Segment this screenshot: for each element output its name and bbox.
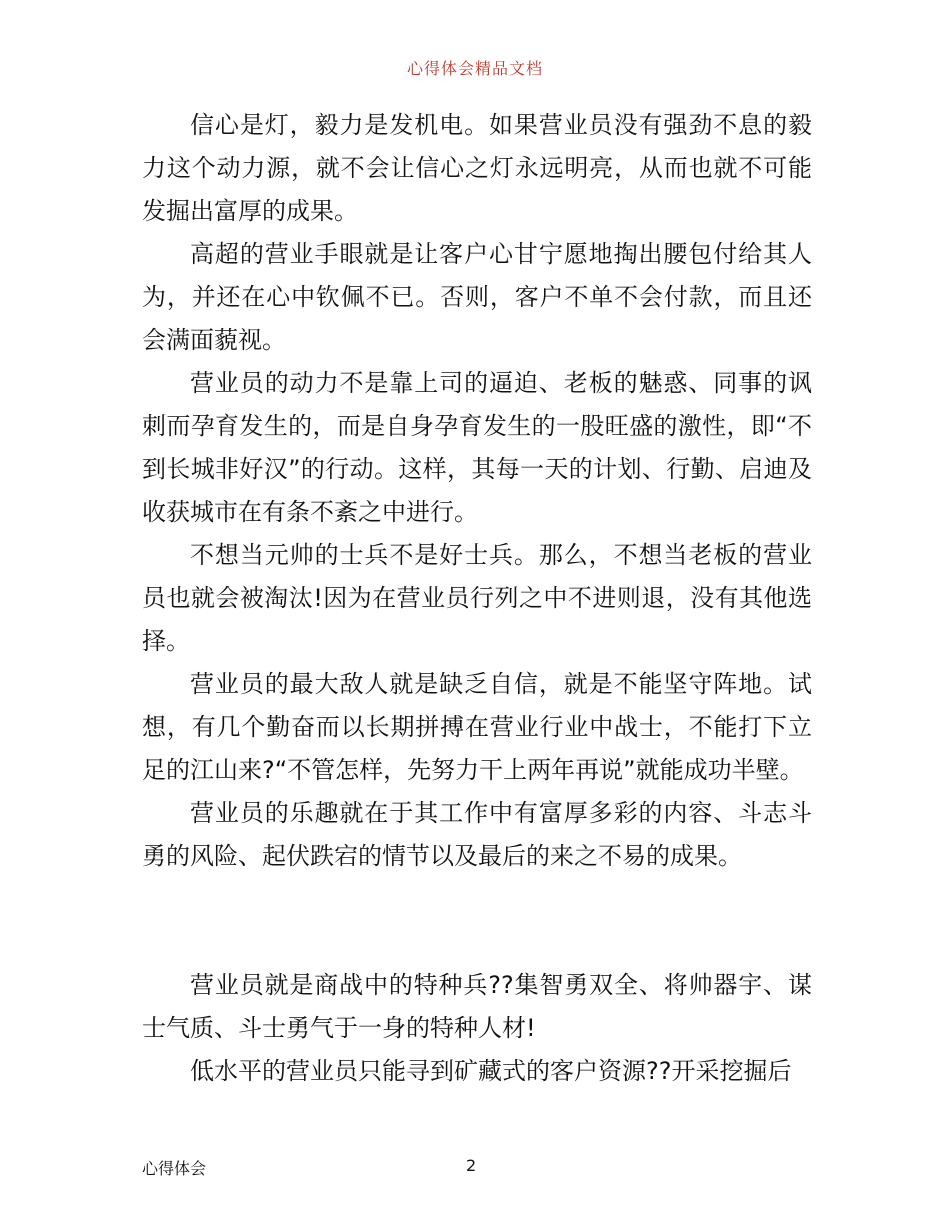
paragraph: 营业员的动力不是靠上司的逼迫、老板的魅惑、同事的讽刺而孕育发生的，而是自身孕育发生的一股旺盛的激性，即“不到长城非好汉”的行动。这样，其每一天的计划、行勤、启迪及收获城市在有条不紊之中进行。 xyxy=(142,369,812,526)
page-number: 2 xyxy=(466,1156,477,1175)
section-gap xyxy=(142,878,812,964)
footer-label: 心得体会 xyxy=(142,1159,207,1178)
paragraph: 高超的营业手眼就是让客户心甘宁愿地掏出腰包付给其人为，并还在心中钦佩不已。否则，客户不单不会付款，而且还会满面藐视。 xyxy=(142,240,812,354)
paragraph: 信心是灯，毅力是发机电。如果营业员没有强劲不息的毅力这个动力源，就不会让信心之灯永远明亮，从而也就不可能发掘出富厚的成果。 xyxy=(142,111,812,225)
paragraph: 不想当元帅的士兵不是好士兵。那么，不想当老板的营业员也就会被淘汰!因为在营业员行列之中不进则退，没有其他选择。 xyxy=(142,541,812,655)
paragraph: 营业员就是商战中的特种兵??集智勇双全、将帅器宇、谋士气质、斗士勇气于一身的特种人材! xyxy=(142,971,812,1042)
paragraph: 营业员的乐趣就在于其工作中有富厚多彩的内容、斗志斗勇的风险、起伏跌宕的情节以及最后的来之不易的成果。 xyxy=(142,799,812,870)
document-body xyxy=(142,104,812,1093)
paragraph: 营业员的最大敌人就是缺乏自信，就是不能坚守阵地。试想，有几个勤奋而以长期拼搏在营业行业中战士，不能打下立足的江山来?“不管怎样，先努力干上两年再说”就能成功半壁。 xyxy=(142,670,812,784)
document-header-title: 心得体会精品文档 xyxy=(406,59,543,78)
paragraph: 低水平的营业员只能寻到矿藏式的客户资源??开采挖掘后 xyxy=(190,1057,792,1085)
